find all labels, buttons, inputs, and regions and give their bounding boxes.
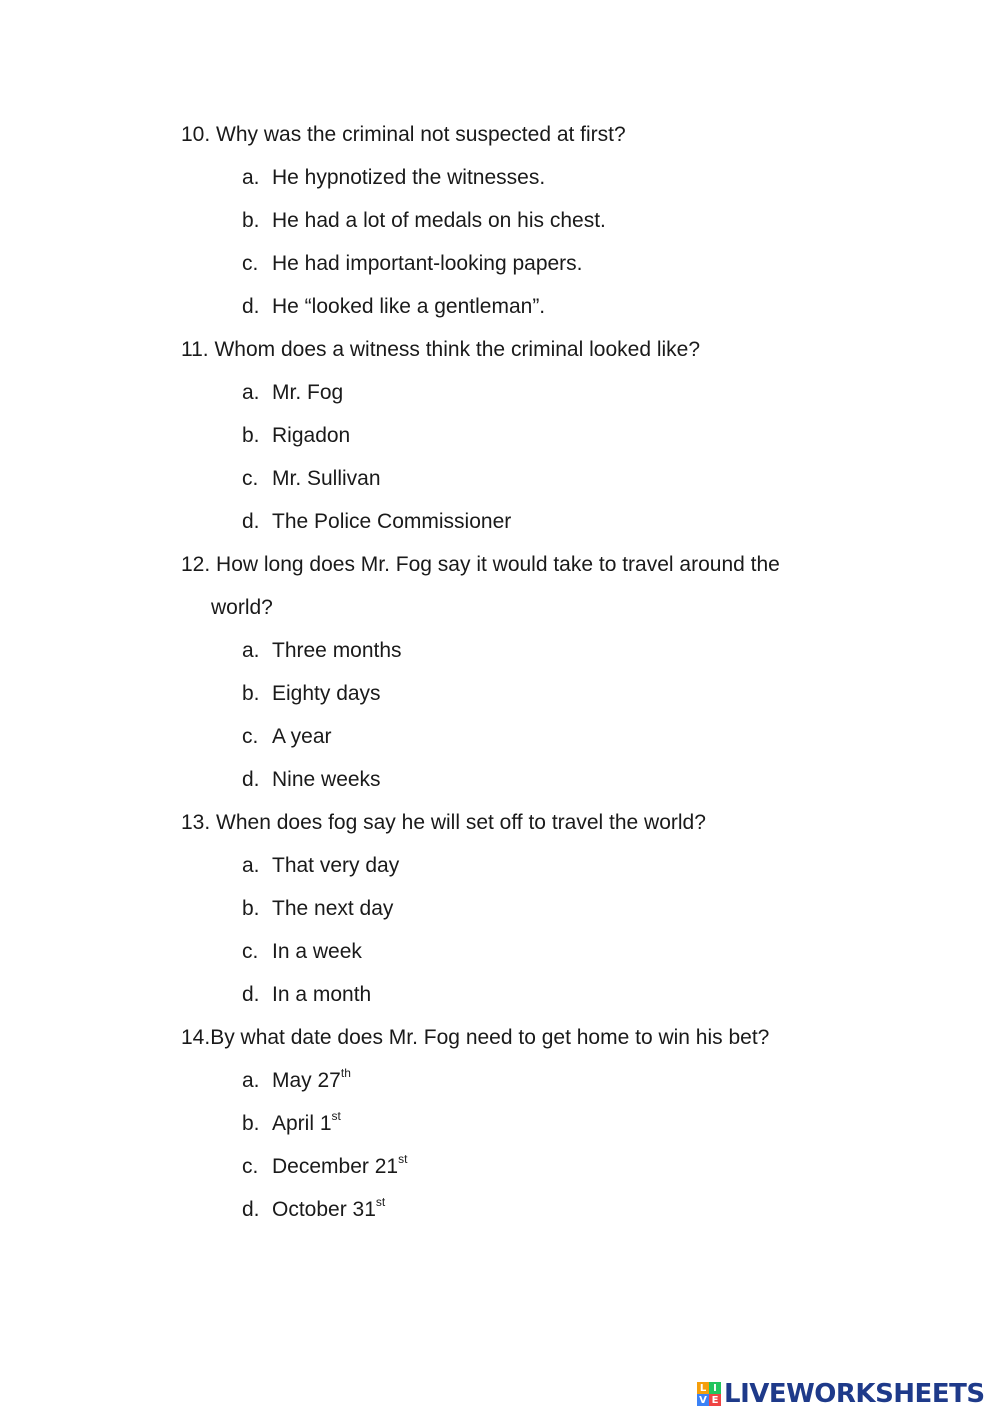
ordinal-suffix: st bbox=[331, 1109, 341, 1123]
option-letter: b. bbox=[242, 897, 260, 920]
option-text: He had important-looking papers. bbox=[272, 252, 583, 275]
ordinal-suffix: st bbox=[398, 1152, 408, 1166]
logo-mark-letter-l: L bbox=[697, 1382, 709, 1394]
question-12-continuation: world? bbox=[211, 596, 273, 619]
question-14-option-c[interactable] bbox=[242, 1154, 407, 1180]
option-letter: a. bbox=[242, 1069, 260, 1092]
option-letter: d. bbox=[242, 983, 260, 1006]
question-13-option-d[interactable] bbox=[242, 982, 371, 1008]
question-14-option-a[interactable] bbox=[242, 1068, 351, 1094]
question-14: 14.By what date does Mr. Fog need to get home to win his bet? bbox=[181, 1026, 770, 1049]
option-text: In a month bbox=[272, 983, 372, 1006]
question-11: 11. Whom does a witness think the criminal looked like? bbox=[181, 338, 701, 361]
option-letter: a. bbox=[242, 381, 260, 404]
option-text: That very day bbox=[272, 854, 400, 877]
option-text: He hypnotized the witnesses. bbox=[272, 166, 546, 189]
option-letter: c. bbox=[242, 252, 259, 275]
option-letter: a. bbox=[242, 639, 260, 662]
option-letter: d. bbox=[242, 1198, 260, 1221]
option-text: The Police Commissioner bbox=[272, 510, 512, 533]
option-letter: c. bbox=[242, 940, 259, 963]
logo-mark-letter-v: V bbox=[697, 1394, 709, 1406]
logo-mark-letter-i: I bbox=[709, 1382, 721, 1394]
option-letter: a. bbox=[242, 854, 260, 877]
option-letter: b. bbox=[242, 1112, 260, 1135]
option-text: May 27 bbox=[272, 1069, 341, 1092]
option-text: The next day bbox=[272, 897, 394, 920]
question-10-option-c[interactable] bbox=[242, 251, 583, 277]
question-10-option-a[interactable] bbox=[242, 165, 545, 191]
question-12-option-d[interactable] bbox=[242, 767, 381, 793]
option-letter: a. bbox=[242, 166, 260, 189]
question-13-option-c[interactable] bbox=[242, 939, 362, 965]
option-letter: b. bbox=[242, 209, 260, 232]
option-text: He had a lot of medals on his chest. bbox=[272, 209, 606, 232]
question-13-option-b[interactable] bbox=[242, 896, 393, 922]
question-10-option-b[interactable] bbox=[242, 208, 606, 234]
option-text: Mr. Fog bbox=[272, 381, 344, 404]
question-12-option-b[interactable] bbox=[242, 681, 381, 707]
question-11-option-c[interactable] bbox=[242, 466, 381, 492]
option-letter: d. bbox=[242, 768, 260, 791]
question-12-option-a[interactable] bbox=[242, 638, 402, 664]
option-text: Three months bbox=[272, 639, 402, 662]
question-14-option-b[interactable] bbox=[242, 1111, 341, 1137]
option-letter: b. bbox=[242, 424, 260, 447]
option-text: October 31 bbox=[272, 1198, 376, 1221]
option-letter: d. bbox=[242, 295, 260, 318]
option-text: Nine weeks bbox=[272, 768, 381, 791]
question-11-option-d[interactable] bbox=[242, 509, 511, 535]
option-letter: c. bbox=[242, 725, 259, 748]
logo-mark-letter-e: E bbox=[709, 1394, 721, 1406]
option-text: In a week bbox=[272, 940, 362, 963]
logo-mark-icon bbox=[697, 1382, 721, 1406]
option-text: Rigadon bbox=[272, 424, 351, 447]
question-10: 10. Why was the criminal not suspected at first? bbox=[181, 123, 626, 146]
option-text: Eighty days bbox=[272, 682, 381, 705]
option-letter: d. bbox=[242, 510, 260, 533]
option-letter: c. bbox=[242, 467, 259, 490]
question-13: 13. When does fog say he will set off to travel the world? bbox=[181, 811, 706, 834]
question-14-option-d[interactable] bbox=[242, 1197, 385, 1223]
option-text: A year bbox=[272, 725, 332, 748]
option-text: Mr. Sullivan bbox=[272, 467, 381, 490]
question-11-option-a[interactable] bbox=[242, 380, 343, 406]
option-letter: b. bbox=[242, 682, 260, 705]
ordinal-suffix: th bbox=[340, 1066, 351, 1080]
option-text: December 21 bbox=[272, 1155, 399, 1178]
question-11-option-b[interactable] bbox=[242, 423, 350, 449]
logo-text: LIVEWORKSHEETS bbox=[724, 1379, 985, 1409]
ordinal-suffix: st bbox=[375, 1195, 386, 1209]
option-text: He “looked like a gentleman”. bbox=[272, 295, 546, 318]
question-12: 12. How long does Mr. Fog say it would take to travel around the bbox=[181, 553, 780, 576]
question-12-option-c[interactable] bbox=[242, 724, 332, 750]
liveworksheets-logo bbox=[697, 1378, 985, 1410]
option-letter: c. bbox=[242, 1155, 259, 1178]
option-text: April 1 bbox=[272, 1112, 332, 1135]
question-10-option-d[interactable] bbox=[242, 294, 545, 320]
question-13-option-a[interactable] bbox=[242, 853, 399, 879]
